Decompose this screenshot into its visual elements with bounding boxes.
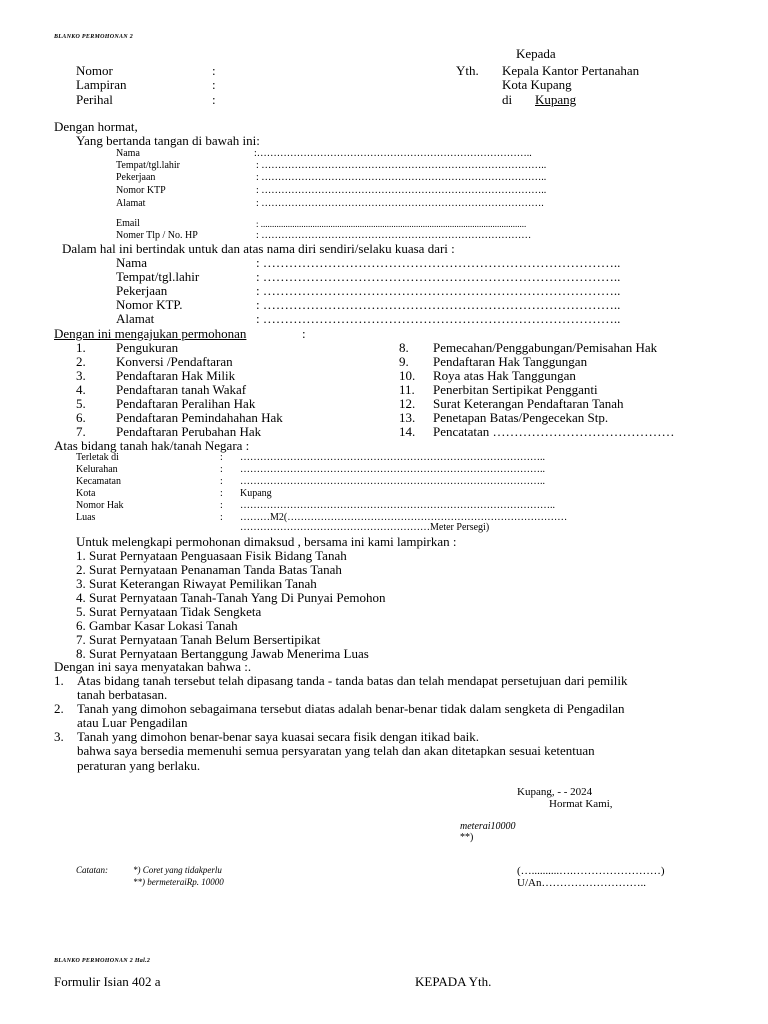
applicant-label-pekerjaan: Pekerjaan xyxy=(116,172,156,183)
proxy-value-alamat[interactable]: : ……………………………………………………………………….. xyxy=(256,311,621,326)
land-colon: : xyxy=(220,500,223,511)
request-no: 12. xyxy=(399,396,416,411)
proxy-label-ktp: Nomor KTP. xyxy=(116,297,183,312)
proxy-value-nama[interactable]: : ……………………………………………………………………….. xyxy=(256,255,621,270)
footer-code: BLANKO PERMOHONAN 2 Hal.2 xyxy=(54,958,151,964)
declaration-line: Tanah yang dimohon benar-benar saya kuasai secara fisik dengan itikad baik. xyxy=(77,729,480,744)
stamp-label: meterai10000 xyxy=(460,821,516,832)
footer-to: KEPADA Yth. xyxy=(415,974,492,989)
on-behalf[interactable]: U/An……………………….. xyxy=(517,877,646,889)
request-no: 14. xyxy=(399,424,416,439)
addressee-city: Kupang xyxy=(535,92,577,107)
meta-label-lampiran: Lampiran xyxy=(76,77,127,92)
place-date[interactable]: Kupang, - - 2024 xyxy=(517,786,593,798)
land-colon: : xyxy=(220,512,223,523)
applicant-label-alamat: Alamat xyxy=(116,198,146,209)
intro-text: Yang bertanda tangan di bawah ini: xyxy=(76,133,260,148)
request-no: 8. xyxy=(399,340,409,355)
land-label-terletak: Terletak di xyxy=(76,452,119,463)
applicant-value-ktp[interactable]: : ………………………………………………………………………….. xyxy=(256,185,547,196)
applicant-value-phone[interactable]: : ……………………………………………………………………… xyxy=(256,230,532,241)
attach-intro: Untuk melengkapi permohonan dimaksud , bersama ini kami lampirkan : xyxy=(76,534,457,549)
regards: Hormat Kami, xyxy=(549,798,613,810)
land-colon: : xyxy=(220,488,223,499)
notes-line: *) Coret yang tidakperlu xyxy=(133,865,222,875)
land-value-luas[interactable]: ………M2(………………………………………………………………………… xyxy=(240,512,568,523)
kepada-label: Kepada xyxy=(516,46,556,61)
request-heading: Dengan ini mengajukan permohonan xyxy=(54,326,247,341)
applicant-value-email[interactable]: : ...................................................................................................................... xyxy=(256,219,527,229)
land-value-nomor-hak[interactable]: ………………………………………………………………………………….. xyxy=(240,500,555,511)
attachment-item: 8. Surat Pernyataan Bertanggung Jawab Menerima Luas xyxy=(76,646,369,661)
applicant-value-ttl[interactable]: : ………………………………………………………………………….. xyxy=(256,160,547,171)
request-no: 13. xyxy=(399,410,416,425)
declaration-line: bahwa saya bersedia memenuhi semua persyaratan yang telah dan akan ditetapkan sesuai ketentuan xyxy=(77,743,595,758)
applicant-label-ktp: Nomor KTP xyxy=(116,185,166,196)
declaration-no: 1. xyxy=(54,673,64,688)
attachment-item: 3. Surat Keterangan Riwayat Pemilikan Tanah xyxy=(76,576,317,591)
footer-form-title: Formulir Isian 402 a xyxy=(54,974,161,989)
request-item: Pengukuran xyxy=(116,340,179,355)
proxy-intro: Dalam hal ini bertindak untuk dan atas nama diri sendiri/selaku kuasa dari : xyxy=(62,241,455,256)
request-item: Pendaftaran Hak Milik xyxy=(116,368,236,383)
land-value-kelurahan[interactable]: ……………………………………………………………………………….. xyxy=(240,464,545,475)
land-colon: : xyxy=(220,476,223,487)
request-item[interactable]: Pencatatan …………………………………… xyxy=(433,424,675,439)
meta-colon: : xyxy=(212,63,216,78)
yth-label: Yth. xyxy=(456,63,479,78)
request-item: Surat Keterangan Pendaftaran Tanah xyxy=(433,396,624,411)
declaration-no: 3. xyxy=(54,729,64,744)
land-value-kecamatan[interactable]: ……………………………………………………………………………….. xyxy=(240,476,545,487)
attachment-item: 5. Surat Pernyataan Tidak Sengketa xyxy=(76,604,262,619)
addressee-line1: Kepala Kantor Pertanahan xyxy=(502,63,640,78)
land-colon: : xyxy=(220,464,223,475)
land-luas-suffix[interactable]: …………………………………………………Meter Persegi) xyxy=(240,522,490,533)
request-item: Pendaftaran Perubahan Hak xyxy=(116,424,262,439)
addressee-line2: Kota Kupang xyxy=(502,77,572,92)
greeting: Dengan hormat, xyxy=(54,119,138,134)
request-item: Penerbitan Sertipikat Pengganti xyxy=(433,382,598,397)
request-no: 9. xyxy=(399,354,409,369)
attachment-item: 7. Surat Pernyataan Tanah Belum Bersertipikat xyxy=(76,632,321,647)
request-no: 6. xyxy=(76,410,86,425)
proxy-label-ttl: Tempat/tgl.lahir xyxy=(116,269,200,284)
declaration-line: atau Luar Pengadilan xyxy=(77,715,188,730)
proxy-value-pekerjaan[interactable]: : ……………………………………………………………………….. xyxy=(256,283,621,298)
land-label-kelurahan: Kelurahan xyxy=(76,464,118,475)
request-no: 4. xyxy=(76,382,86,397)
applicant-label-ttl: Tempat/tgl.lahir xyxy=(116,160,181,171)
declaration-line: Tanah yang dimohon sebagaimana tersebut diatas adalah benar-benar tidak dalam sengketa di Pengadilan xyxy=(77,701,625,716)
attachment-item: 4. Surat Pernyataan Tanah-Tanah Yang Di Punyai Pemohon xyxy=(76,590,386,605)
request-colon: : xyxy=(302,326,306,341)
proxy-label-nama: Nama xyxy=(116,255,148,270)
meta-colon: : xyxy=(212,92,216,107)
stamp-note: **) xyxy=(460,832,474,843)
request-no: 2. xyxy=(76,354,86,369)
declaration-line: Atas bidang tanah tersebut telah dipasang tanda - tanda batas dan telah mendapat persetujuan dari pemilik xyxy=(77,673,628,688)
notes-label: Catatan: xyxy=(76,865,109,875)
request-no: 1. xyxy=(76,340,86,355)
notes-line: **) bermeteraiRp. 10000 xyxy=(133,877,224,887)
meta-label-perihal: Perihal xyxy=(76,92,113,107)
land-label-nomor-hak: Nomor Hak xyxy=(76,500,124,511)
applicant-label-phone: Nomer Tlp / No. HP xyxy=(116,230,198,241)
applicant-value-nama[interactable]: :……………………………………………………………………….. xyxy=(254,148,532,159)
request-item: Konversi /Pendaftaran xyxy=(116,354,233,369)
declaration-line: tanah berbatasan. xyxy=(77,687,168,702)
request-item: Pemecahan/Penggabungan/Pemisahan Hak xyxy=(433,340,658,355)
request-no: 10. xyxy=(399,368,416,383)
form-code: BLANKO PERMOHONAN 2 xyxy=(54,34,134,40)
request-item: Pendaftaran tanah Wakaf xyxy=(116,382,247,397)
land-colon: : xyxy=(220,452,223,463)
land-label-kecamatan: Kecamatan xyxy=(76,476,121,487)
proxy-value-ttl[interactable]: : ……………………………………………………………………….. xyxy=(256,269,621,284)
land-value-terletak[interactable]: ……………………………………………………………………………….. xyxy=(240,452,545,463)
attachment-item: 1. Surat Pernyataan Penguasaan Fisik Bidang Tanah xyxy=(76,548,347,563)
attachment-item: 2. Surat Pernyataan Penanaman Tanda Batas Tanah xyxy=(76,562,342,577)
declare-intro: Dengan ini saya menyatakan bahwa :. xyxy=(54,659,252,674)
request-no: 11. xyxy=(399,382,415,397)
land-heading: Atas bidang tanah hak/tanah Negara : xyxy=(54,438,250,453)
proxy-value-ktp[interactable]: : ……………………………………………………………………….. xyxy=(256,297,621,312)
declaration-tail: peraturan yang berlaku. xyxy=(77,758,201,773)
request-item: Pendaftaran Pemindahahan Hak xyxy=(116,410,283,425)
request-no: 5. xyxy=(76,396,86,411)
applicant-label-nama: Nama xyxy=(116,148,140,159)
land-label-kota: Kota xyxy=(76,488,96,499)
request-item: Penetapan Batas/Pengecekan Stp. xyxy=(433,410,609,425)
request-item: Pendaftaran Hak Tanggungan xyxy=(433,354,588,369)
meta-colon: : xyxy=(212,77,216,92)
land-label-luas: Luas xyxy=(76,512,96,523)
request-no: 7. xyxy=(76,424,86,439)
applicant-value-alamat[interactable]: : …………………………………………………………………………. xyxy=(256,198,544,209)
request-item: Roya atas Hak Tanggungan xyxy=(433,368,576,383)
attachment-item: 6. Gambar Kasar Lokasi Tanah xyxy=(76,618,238,633)
request-item: Pendaftaran Peralihan Hak xyxy=(116,396,256,411)
declaration-no: 2. xyxy=(54,701,64,716)
applicant-value-pekerjaan[interactable]: : ………………………………………………………………………….. xyxy=(256,172,547,183)
addressee-di: di xyxy=(502,92,513,107)
applicant-label-email: Email xyxy=(116,218,140,229)
land-value-kota[interactable]: Kupang xyxy=(240,488,272,499)
request-no: 3. xyxy=(76,368,86,383)
proxy-label-alamat: Alamat xyxy=(116,311,155,326)
meta-label-nomor: Nomor xyxy=(76,63,113,78)
proxy-label-pekerjaan: Pekerjaan xyxy=(116,283,168,298)
signer-name[interactable]: (…..........….……………………) xyxy=(517,865,665,877)
